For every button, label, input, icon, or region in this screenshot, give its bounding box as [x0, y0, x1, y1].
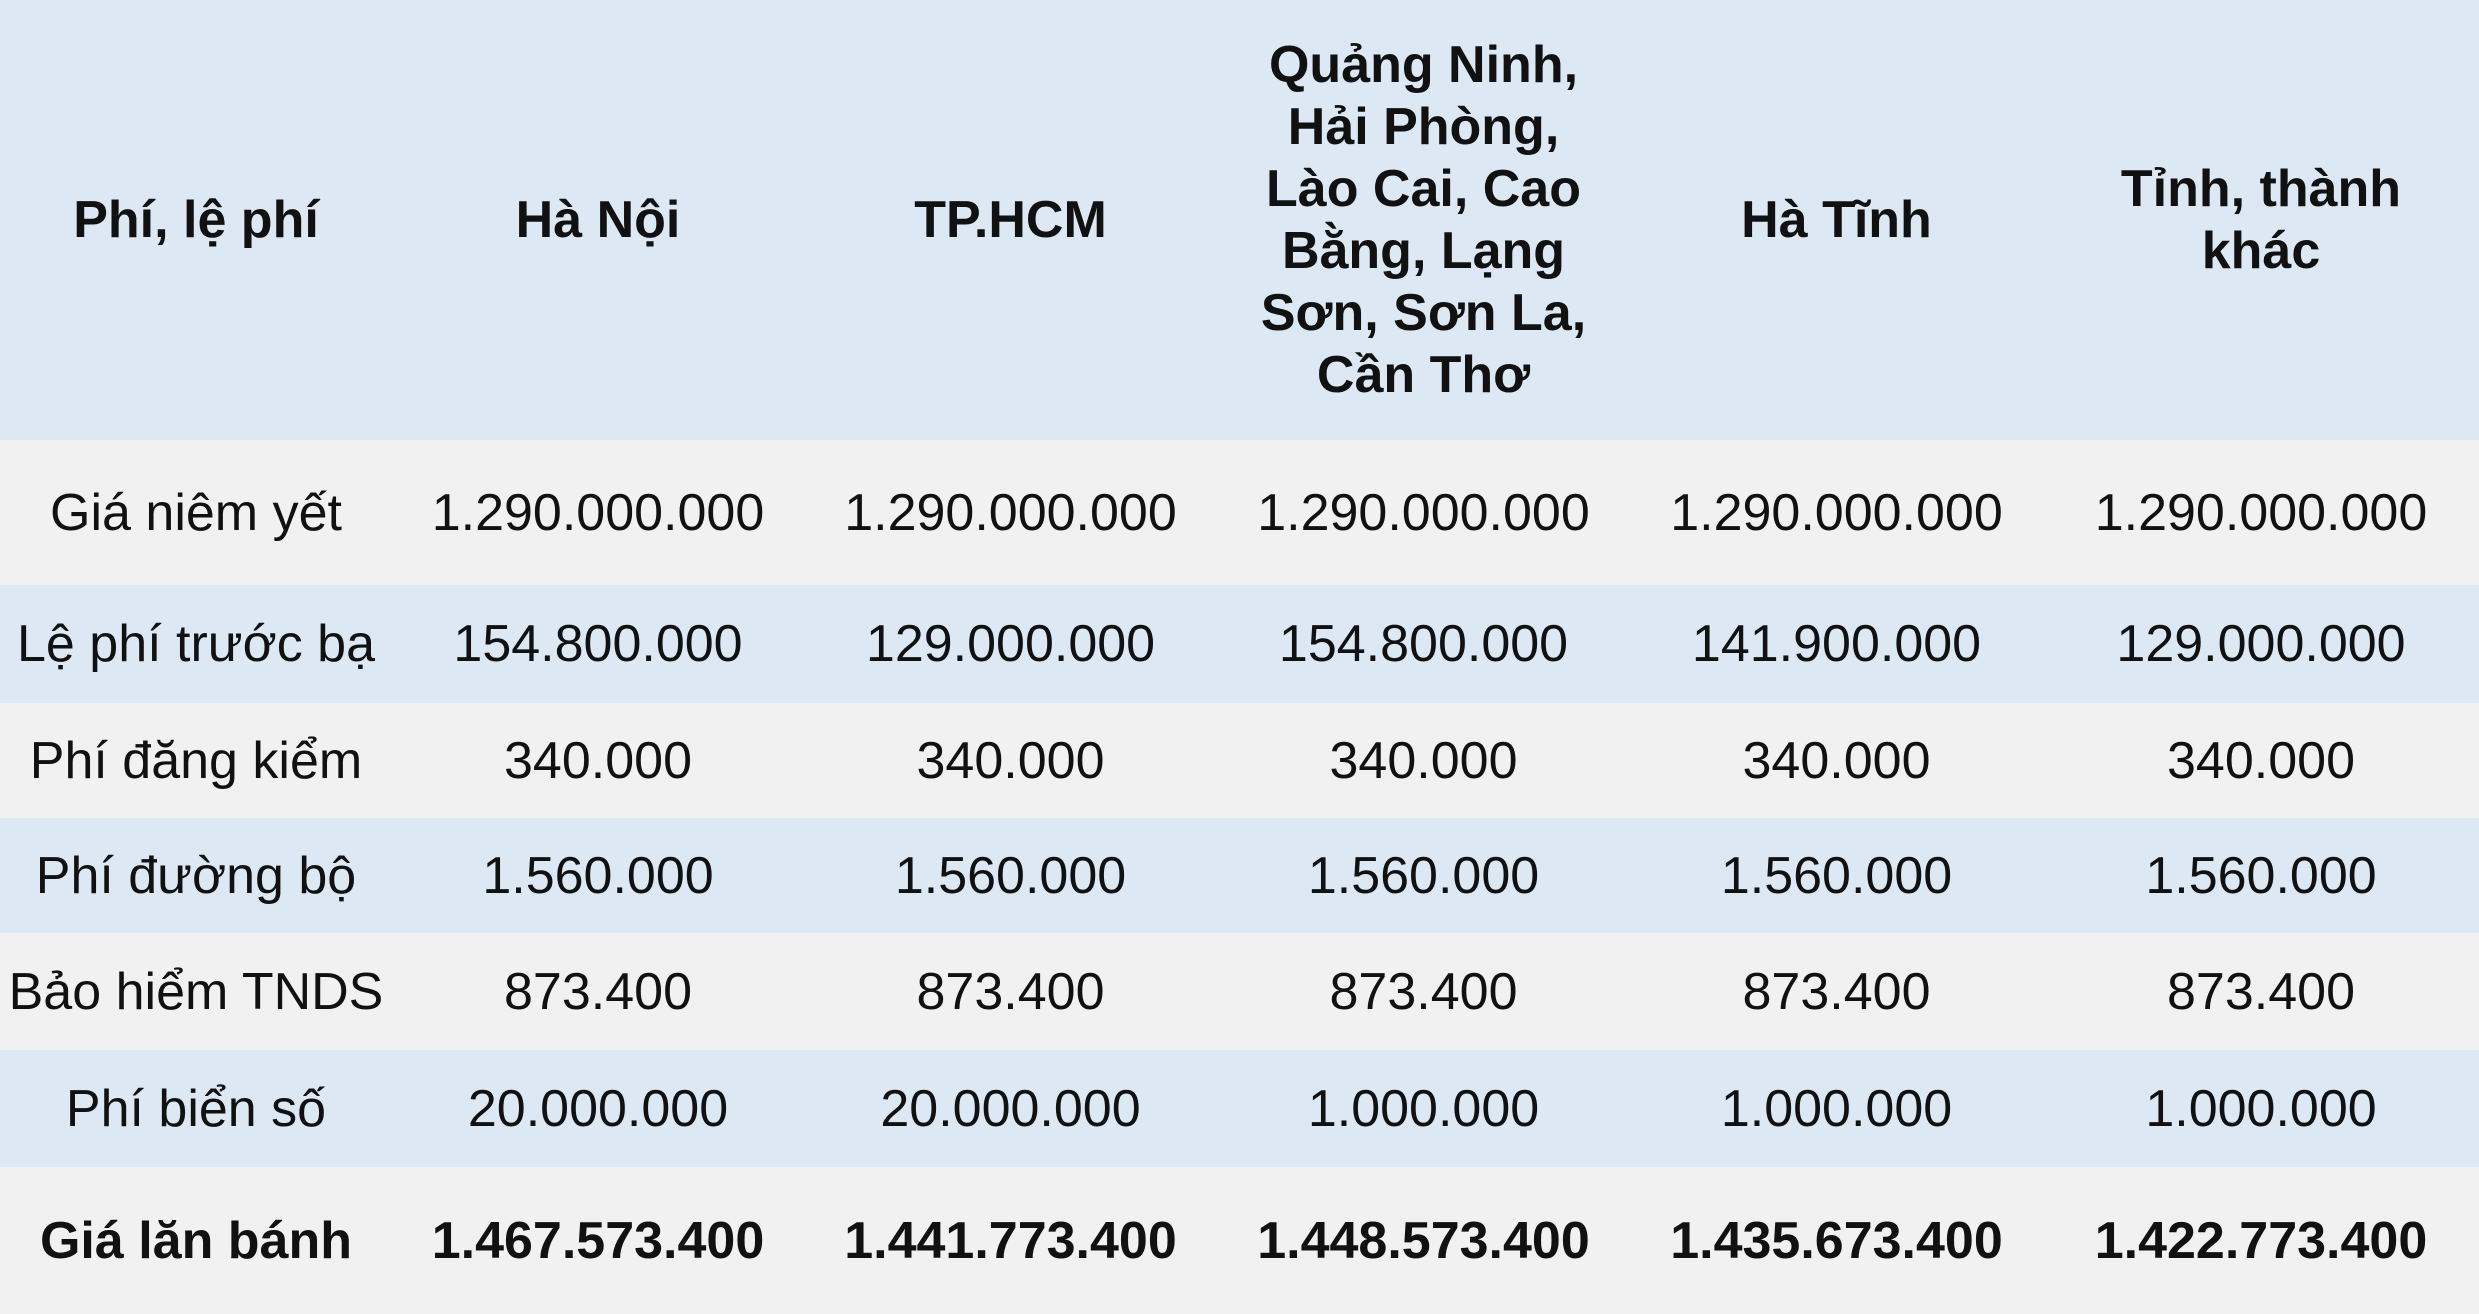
table-cell: 1.000.000	[1217, 1050, 1630, 1167]
table-cell: 1.290.000.000	[804, 440, 1217, 585]
table-cell: 1.560.000	[804, 818, 1217, 933]
table-cell: 20.000.000	[804, 1050, 1217, 1167]
table-cell: 129.000.000	[2043, 585, 2479, 703]
row-label-registration-tax: Lệ phí trước bạ	[0, 585, 392, 703]
table-cell: 873.400	[804, 933, 1217, 1050]
header-group-provinces: Quảng Ninh, Hải Phòng, Lào Cai, Cao Bằng, Lạng Sơn, Sơn La, Cần Thơ	[1217, 0, 1630, 440]
table-cell: 1.560.000	[392, 818, 804, 933]
total-cell: 1.435.673.400	[1630, 1167, 2043, 1314]
total-cell: 1.448.573.400	[1217, 1167, 1630, 1314]
row-label-insurance: Bảo hiểm TNDS	[0, 933, 392, 1050]
table-cell: 873.400	[392, 933, 804, 1050]
table-cell: 873.400	[1630, 933, 2043, 1050]
table-cell: 873.400	[1217, 933, 1630, 1050]
header-tp-hcm: TP.HCM	[804, 0, 1217, 440]
table-cell: 1.290.000.000	[392, 440, 804, 585]
row-label-road-fee: Phí đường bộ	[0, 818, 392, 933]
total-cell: 1.441.773.400	[804, 1167, 1217, 1314]
total-cell: 1.422.773.400	[2043, 1167, 2479, 1314]
row-label-list-price: Giá niêm yết	[0, 440, 392, 585]
row-label-plate-fee: Phí biển số	[0, 1050, 392, 1167]
table-cell: 1.000.000	[2043, 1050, 2479, 1167]
table-cell: 1.000.000	[1630, 1050, 2043, 1167]
table-cell: 873.400	[2043, 933, 2479, 1050]
table-cell: 1.560.000	[2043, 818, 2479, 933]
table-cell: 1.290.000.000	[1630, 440, 2043, 585]
header-fee-type: Phí, lệ phí	[0, 0, 392, 440]
table-cell: 154.800.000	[392, 585, 804, 703]
table-cell: 340.000	[1630, 703, 2043, 818]
row-label-inspection-fee: Phí đăng kiểm	[0, 703, 392, 818]
table-cell: 20.000.000	[392, 1050, 804, 1167]
table-cell: 340.000	[804, 703, 1217, 818]
header-ha-tinh: Hà Tĩnh	[1630, 0, 2043, 440]
header-ha-noi: Hà Nội	[392, 0, 804, 440]
table-cell: 141.900.000	[1630, 585, 2043, 703]
table-cell: 1.560.000	[1630, 818, 2043, 933]
table-cell: 1.560.000	[1217, 818, 1630, 933]
header-other-provinces: Tỉnh, thành khác	[2043, 0, 2479, 440]
row-label-on-road-price: Giá lăn bánh	[0, 1167, 392, 1314]
table-cell: 340.000	[1217, 703, 1630, 818]
table-cell: 1.290.000.000	[1217, 440, 1630, 585]
table-cell: 340.000	[2043, 703, 2479, 818]
total-cell: 1.467.573.400	[392, 1167, 804, 1314]
table-cell: 340.000	[392, 703, 804, 818]
table-cell: 1.290.000.000	[2043, 440, 2479, 585]
table-cell: 129.000.000	[804, 585, 1217, 703]
table-cell: 154.800.000	[1217, 585, 1630, 703]
